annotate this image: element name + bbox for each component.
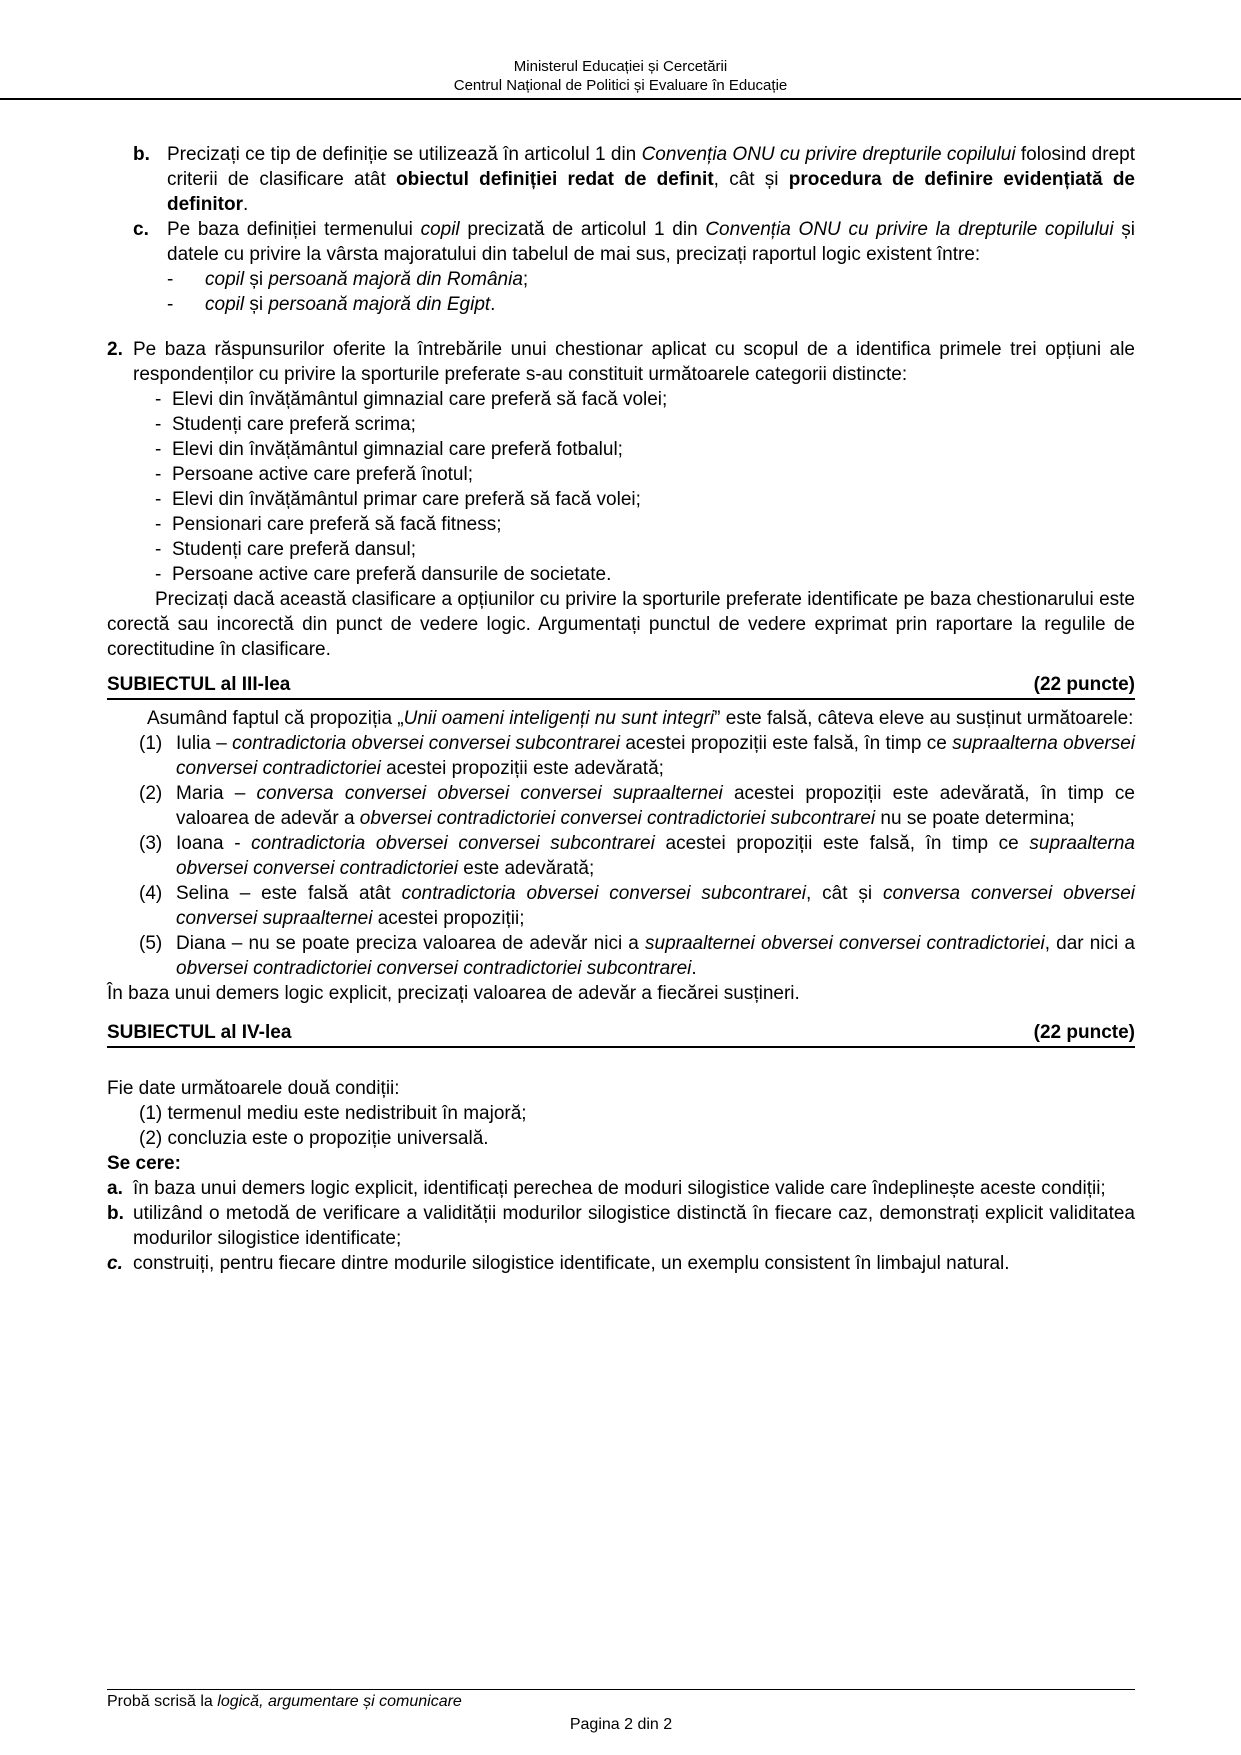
text-run: este adevărată; [457,858,595,879]
claim-number: (3) [139,833,163,854]
list-item-text [172,564,611,585]
subject3-title: SUBIECTUL al III-lea [107,674,291,695]
text-run: Pe baza definiției termenului [167,219,421,240]
text-run: Studenți care preferă scrima; [172,414,416,435]
claim-item [107,881,1135,931]
text-run: Convenția ONU cu privire drepturile copilului [641,144,1016,165]
task-item [107,1251,1135,1276]
dash-bullet: - [155,414,162,435]
claim-item [107,781,1135,831]
list-item [107,387,1135,412]
claim-item [107,931,1135,981]
text-run: logică, argumentare și comunicare [217,1693,462,1710]
text-run: Elevi din învățământul primar care preferă să facă volei; [172,489,641,510]
list-item-text [172,439,623,460]
claim-number: (4) [139,883,163,904]
text-run: folosind drept criterii de clasificare atât [167,144,1135,190]
dash-bullet: - [155,464,162,485]
claim-text [176,733,1135,779]
claim-number: (1) [139,733,163,754]
text-run: . [490,294,496,315]
text-run: Probă scrisă la [107,1693,218,1710]
list-item [107,267,1135,292]
text-run: Pe baza răspunsurilor oferite la întrebările unui chestionar aplicat cu scopul de a identifica primele trei opțiuni ale respondenților cu privire la sporturile preferate s-au constituit următoarele categorii distincte: [133,339,1135,385]
text-run: (1) termenul mediu este nedistribuit în majoră; [139,1103,527,1124]
text-run: acestei propoziții; [372,908,525,929]
task-label: b. [107,1203,124,1224]
text-run: ; [522,269,529,290]
task-item [107,1201,1135,1251]
text-run: și datele cu privire la vârsta majoratului din tabelul de mai sus, precizați raportul logic existent între: [167,219,1135,265]
text-run: Selina – este falsă atât [176,883,402,904]
text-run: procedura de definire evidențiată de definitor [167,169,1135,215]
list-item [107,487,1135,512]
center-name: Centrul Național de Politici și Evaluare în Educație [453,77,788,94]
item-c [107,217,1135,267]
text-run: În baza unui demers logic explicit, precizați valoarea de adevăr a fiecărei susțineri. [107,983,800,1004]
text-run: Convenția ONU cu privire la drepturile copilului [705,219,1114,240]
page-footer [107,1689,1135,1735]
item-c-label: c. [133,219,149,240]
document-body [0,100,1241,1276]
text-run: , cât și [805,883,883,904]
subject4-heading [107,1020,1135,1048]
condition-item [107,1101,1135,1126]
exam-type-line [107,1689,1135,1712]
claim-item [107,831,1135,881]
dash-bullet: - [155,389,162,410]
text-run: Precizați ce tip de definiție se utilizează în articolul 1 din [167,144,642,165]
text-run: persoană majoră din România [268,269,523,290]
text-run: acestei propoziții este falsă, în timp ce [654,833,1030,854]
text-run: Maria – [176,783,257,804]
dash-bullet: - [155,564,162,585]
text-run: și [244,294,269,315]
text-run: conversa conversei obversei conversei supraalternei [256,783,723,804]
list-item-text [172,414,416,435]
page-number: Pagina 2 din 2 [569,1716,673,1733]
text-run: și [244,269,269,290]
claim-text [176,783,1135,829]
item-b [107,142,1135,217]
text-run: . [243,194,249,215]
claim-text [176,933,1135,979]
subject4-title: SUBIECTUL al IV-lea [107,1022,292,1043]
text-run: copil [420,219,460,240]
text-run: Unii oameni inteligenți nu sunt integri [403,708,715,729]
text-run: supraalternei obversei conversei contradictoriei [645,933,1045,954]
item-b-text [167,144,1135,215]
item-2-text [133,339,1135,385]
claim-text [176,833,1135,879]
list-item [107,512,1135,537]
condition-item [107,1126,1135,1151]
list-item [107,462,1135,487]
text-run: utilizând o metodă de verificare a validității modurilor silogistice distinctă în fiecare caz, demonstrați explicit validitatea modurilor silogistice identificate; [133,1203,1135,1249]
item-2 [107,337,1135,387]
text-run: contradictoria obversei conversei subcontrarei [401,883,806,904]
item-2-label: 2. [107,339,123,360]
text-run: precizată de articolul 1 din [459,219,706,240]
text-run: Persoane active care preferă dansurile de societate. [172,564,612,585]
list-item-text [172,464,473,485]
task-text [133,1253,1010,1274]
text-run: supraalterna obversei conversei contradictoriei [176,833,1135,879]
dash-bullet: - [155,439,162,460]
text-run: în baza unui demers logic explicit, identificați perechea de moduri silogistice valide care îndeplinește aceste condiții; [133,1178,1106,1199]
text-run: persoană majoră din Egipt [268,294,491,315]
list-item [107,562,1135,587]
dash-bullet: - [155,514,162,535]
task-label: c. [107,1253,123,1274]
list-item-text [172,489,641,510]
paragraph [107,1076,1135,1101]
list-item [107,537,1135,562]
item-c-text [167,219,1135,265]
text-run: Ioana - [176,833,252,854]
paragraph [107,981,1135,1006]
text-run: supraalterna obversei conversei contradictoriei [176,733,1135,779]
dash-bullet: - [155,489,162,510]
list-item-text [172,539,416,560]
text-run: conversa conversei obversei conversei supraalternei [176,883,1135,929]
dash-bullet: - [155,539,162,560]
text-run: Fie date următoarele două condiții: [107,1078,400,1099]
text-run: Elevi din învățământul gimnazial care preferă să facă volei; [172,389,668,410]
text-run: acestei propoziții este falsă, în timp ce [619,733,953,754]
paragraph [107,587,1135,662]
text-run: copil [205,269,245,290]
text-run: copil [205,294,245,315]
text-run: Asumând faptul că propoziția „ [147,708,404,729]
text-run: Elevi din învățământul gimnazial care preferă fotbalul; [172,439,623,460]
list-item-text [172,389,667,410]
list-item [107,437,1135,462]
se-cere-label [107,1151,1135,1176]
item-b-label: b. [133,144,150,165]
subject4-points: (22 puncte) [1033,1022,1135,1043]
text-run: Pensionari care preferă să facă fitness; [172,514,502,535]
paragraph [107,706,1135,731]
task-item [107,1176,1135,1201]
list-item [107,292,1135,317]
text-run: , dar nici a [1044,933,1135,954]
subject3-points: (22 puncte) [1033,674,1135,695]
text-run: Iulia – [176,733,233,754]
subject3-heading [107,672,1135,700]
text-run: contradictoria obversei conversei subcontrarei [232,733,620,754]
text-run: construiți, pentru fiecare dintre modurile silogistice identificate, un exemplu consistent în limbajul natural. [133,1253,1010,1274]
text-run: contradictoria obversei conversei subcontrarei [251,833,655,854]
claim-number: (2) [139,783,163,804]
list-item-text [205,269,528,290]
text-run: obversei contradictoriei conversei contradictoriei subcontrarei [359,808,876,829]
task-text [133,1178,1106,1199]
text-run: nu se poate determina; [875,808,1075,829]
claim-text [176,883,1135,929]
text-run: Precizați dacă această clasificare a opțiunilor cu privire la sporturile preferate identificate pe baza chestionarului este corectă sau incorectă din punct de vedere logic. Argumentați punctul de vedere exprimat prin raportare la regulile de corectitudine în clasificare. [107,589,1135,660]
task-text [133,1203,1135,1249]
list-item-text [172,514,502,535]
claim-number: (5) [139,933,163,954]
claim-item [107,731,1135,781]
list-item [107,412,1135,437]
text-run: ” este falsă, câteva eleve au susținut următoarele: [714,708,1134,729]
text-run: Diana – nu se poate preciza valoarea de adevăr nici a [176,933,646,954]
dash-bullet: - [167,269,174,290]
text-run: acestei propoziții este adevărată; [380,758,664,779]
list-item-text [205,294,495,315]
text-run: Persoane active care preferă înotul; [172,464,474,485]
text-run: obversei contradictoriei conversei contradictoriei subcontrarei [176,958,692,979]
text-run: acestei propoziții este adevărată, în timp ce valoarea de adevăr a [176,783,1135,829]
text-run: Studenți care preferă dansul; [172,539,416,560]
text-run: (2) concluzia este o propoziție universală. [139,1128,489,1149]
dash-bullet: - [167,294,174,315]
ministry-name: Ministerul Educației și Cercetării [513,58,728,75]
page-header [0,0,1241,100]
text-run: Se cere: [107,1153,181,1174]
text-run: , cât și [713,169,789,190]
text-run: . [691,958,697,979]
task-label: a. [107,1178,123,1199]
text-run: obiectul definiției redat de definit [396,169,714,190]
